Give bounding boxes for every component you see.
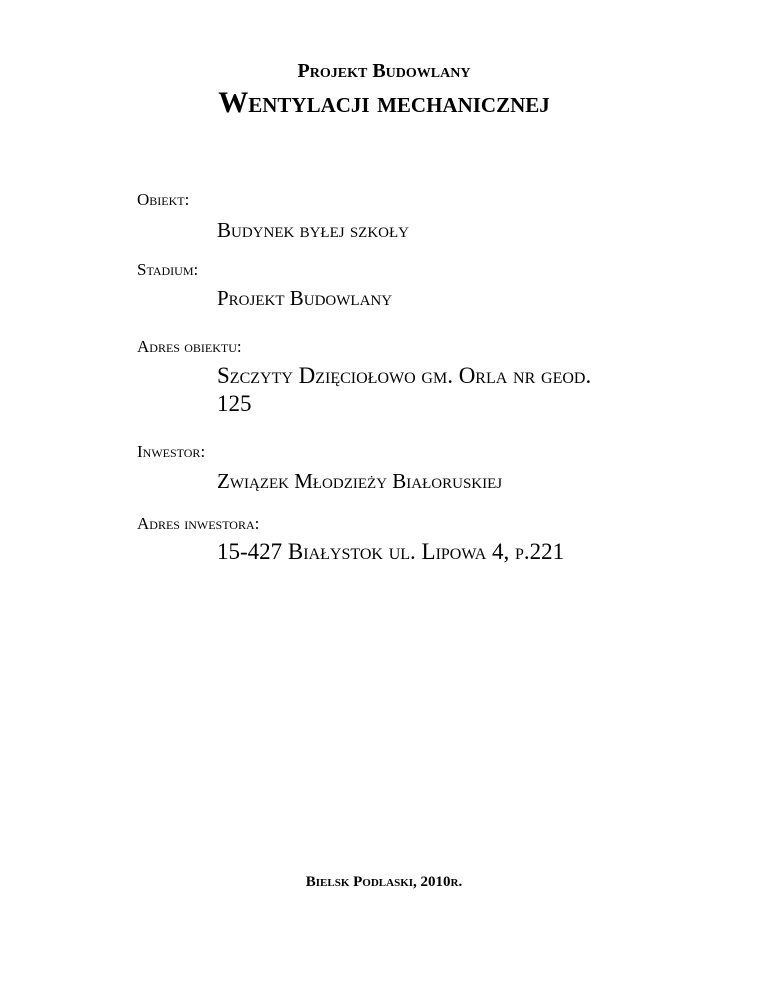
field-label-adres-inwestora: Adres inwestora:: [137, 514, 260, 533]
field-value-inwestor: Związek Młodzieży Białoruskiej: [217, 469, 503, 493]
field-value-adres-obiektu-line1: Szczyty Dzięciołowo gm. Orla nr geod.: [217, 363, 592, 388]
field-value-stadium: Projekt Budowlany: [217, 286, 393, 310]
field-value-adres-inwestora: 15-427 Białystok ul. Lipowa 4, p.221: [217, 539, 565, 564]
field-label-inwestor: Inwestor:: [137, 442, 206, 461]
field-label-stadium: Stadium:: [137, 260, 199, 279]
field-label-adres-obiektu: Adres obiektu:: [137, 337, 242, 356]
field-value-adres-obiektu-line2: 125: [217, 391, 252, 416]
field-label-obiekt: Obiekt:: [137, 190, 190, 209]
document-title-line2: Wentylacji mechanicznej: [218, 86, 550, 119]
document-title-line1: Projekt Budowlany: [297, 60, 471, 82]
field-value-obiekt: Budynek byłej szkoły: [217, 218, 409, 242]
document-footer: Bielsk Podlaski, 2010r.: [305, 874, 463, 890]
